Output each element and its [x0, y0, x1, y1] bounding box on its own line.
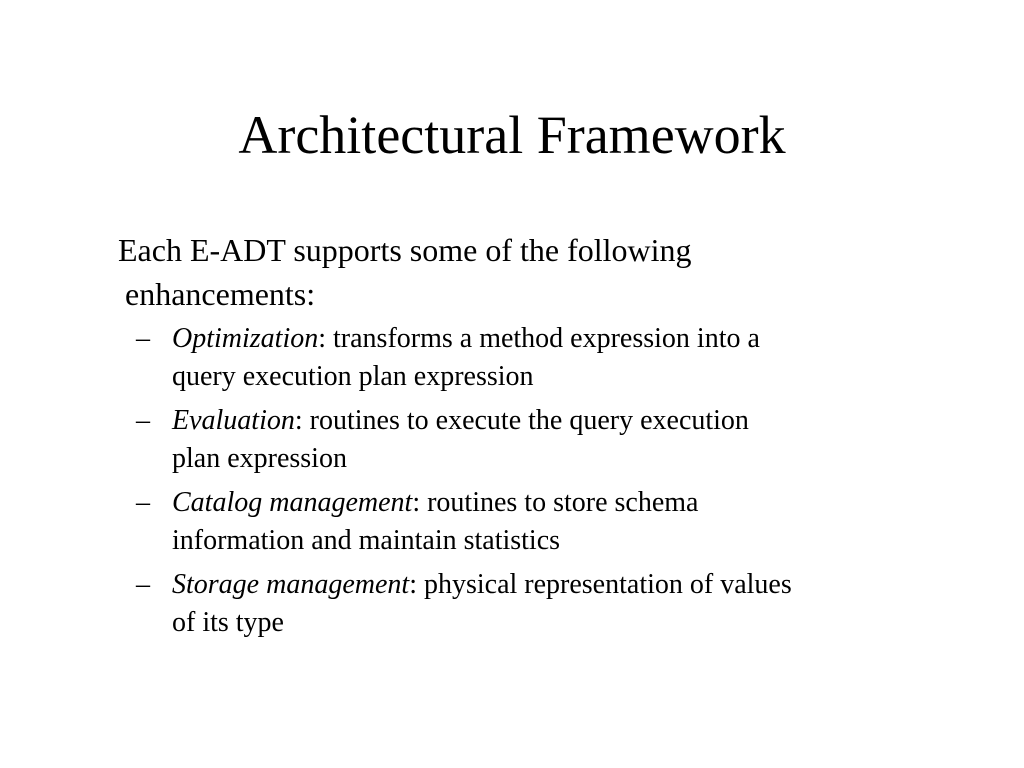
bullet-dash: – [136, 569, 150, 600]
bullet-list [136, 320, 956, 648]
bullet-item [136, 320, 956, 396]
intro-line-2: enhancements: [125, 276, 316, 312]
bullet-text-line-2: plan expression [172, 443, 347, 474]
bullet-item [136, 484, 956, 560]
bullet-term: Catalog management [172, 487, 413, 518]
bullet-dash: – [136, 405, 150, 436]
bullet-text-line-1: routines to execute the query execution [302, 405, 749, 436]
bullet-dash: – [136, 323, 150, 354]
bullet-term: Storage management [172, 569, 410, 600]
bullet-term: Optimization [172, 323, 319, 354]
bullet-separator: : [412, 487, 421, 518]
bullet-text-line-1: physical representation of values [416, 569, 792, 600]
bullet-term: Evaluation [172, 405, 295, 436]
bullet-text-line-2: of its type [172, 607, 284, 638]
slide-title: Architectural Framework [238, 105, 786, 165]
bullet-text-line-2: query execution plan expression [172, 361, 534, 392]
bullet-separator: : [294, 405, 303, 436]
bullet-text-line-1: routines to store schema [420, 487, 699, 518]
intro-line-1: Each E-ADT supports some of the following [118, 232, 692, 268]
bullet-item [136, 566, 956, 642]
bullet-text-line-2: information and maintain statistics [172, 525, 561, 556]
bullet-text-line-1: transforms a method expression into a [326, 323, 760, 354]
bullet-separator: : [318, 323, 327, 354]
intro-text [118, 228, 878, 316]
bullet-item [136, 402, 956, 478]
bullet-dash: – [136, 487, 150, 518]
bullet-separator: : [409, 569, 417, 600]
